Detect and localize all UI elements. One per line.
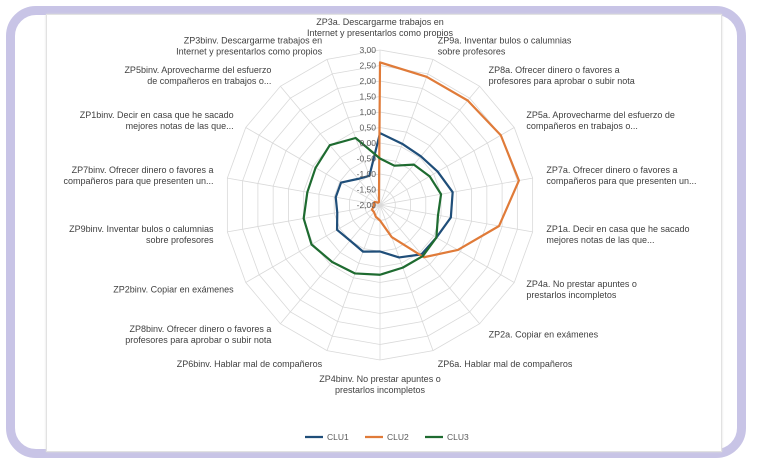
legend-label-clu1: CLU1 [327,432,349,442]
category-label-line: Internet y presentarlos como propios [176,46,323,57]
category-label-line: ZP8binv. Ofrecer dinero o favores a [129,323,272,334]
category-label-line: profesores para aprobar o subir nota [488,76,635,87]
category-label [113,285,234,295]
category-label-line: ZP3a. Descargarme trabajos en [316,17,444,27]
category-label-line: ZP2binv. Copiar en exámenes [113,284,234,295]
tick-label: -1,50 [356,184,376,195]
category-label-line: compañeros para que presenten un... [63,176,214,187]
category-label-line: ZP7a. Ofrecer dinero o favores a [546,165,678,176]
category-label [80,110,234,131]
category-label [177,359,323,369]
category-label [489,65,635,86]
category-label-line: ZP1a. Decir en casa que he sacado [546,223,690,234]
category-label-line: ZP7binv. Ofrecer dinero o favores a [71,165,214,176]
category-label [319,374,440,395]
tick-label: 1,00 [359,107,376,117]
category-label [124,65,271,86]
category-label [438,359,573,369]
category-label [489,329,599,339]
category-label-line: prestarlos incompletos [526,290,617,300]
category-label-line: ZP9a. Inventar bulos o calumnias [437,35,572,46]
category-label [125,324,271,345]
category-label-line: sobre profesores [146,234,214,245]
category-label-line: compañeros para que presenten un... [546,176,697,187]
legend-label-clu3: CLU3 [447,432,469,442]
category-label-line: ZP3binv. Descargarme trabajos en [183,35,323,46]
category-label-line: ZP1binv. Decir en casa que he sacado [79,110,234,120]
grid-spoke [380,59,433,205]
tick-label: 2,50 [359,60,376,71]
category-label [69,224,214,245]
tick-label: 3,00 [359,45,376,55]
tick-label: 2,00 [359,76,376,86]
category-label [307,17,454,38]
tick-label: 0,00 [359,138,376,148]
legend [305,432,469,442]
category-label-line: de compañeros en trabajos o... [147,76,272,87]
category-label [176,36,323,57]
category-label [526,279,637,300]
category-label [526,110,675,131]
grid-spoke [327,205,380,351]
category-label-line: prestarlos incompletos [334,385,426,395]
category-label-line: sobre profesores [437,46,506,57]
category-label-line: ZP6a. Hablar mal de compañeros [437,358,573,369]
category-label [546,165,696,186]
legend-label-clu2: CLU2 [387,432,409,442]
series-line-clu2 [372,62,519,257]
radial-axis-ticks [357,45,377,210]
category-label-line: mejores notas de las que... [125,121,234,131]
category-label-line: ZP2a. Copiar en exámenes [488,329,599,340]
category-label-line: ZP9binv. Inventar bulos o calumnias [69,223,214,234]
category-label-line: compañeros en trabajos o... [526,121,638,131]
tick-label: -1,00 [356,169,376,179]
category-label-line: mejores notas de las que... [546,234,655,245]
category-label-line: ZP4a. No prestar apuntes o [526,279,637,289]
grid-spoke [380,205,433,351]
category-label-line: ZP5a. Aprovecharme del esfuerzo de [526,110,675,120]
tick-label: -0,50 [356,153,376,164]
category-label-line: ZP8a. Ofrecer dinero o favores a [488,65,620,76]
category-label-line: profesores para aprobar o subir nota [125,334,272,345]
category-label-line: ZP4binv. No prestar apuntes o [319,374,441,384]
category-label [546,224,689,245]
category-label [438,36,572,57]
category-label-line: ZP5binv. Aprovecharme del esfuerzo [124,65,272,76]
tick-label: -2,00 [356,200,376,210]
category-label-line: ZP6binv. Hablar mal de compañeros [176,358,323,369]
category-label-line: Internet y presentarlos como propios [306,28,454,38]
category-label [63,165,213,186]
tick-label: 1,50 [359,91,376,102]
tick-label: 0,50 [359,122,376,133]
